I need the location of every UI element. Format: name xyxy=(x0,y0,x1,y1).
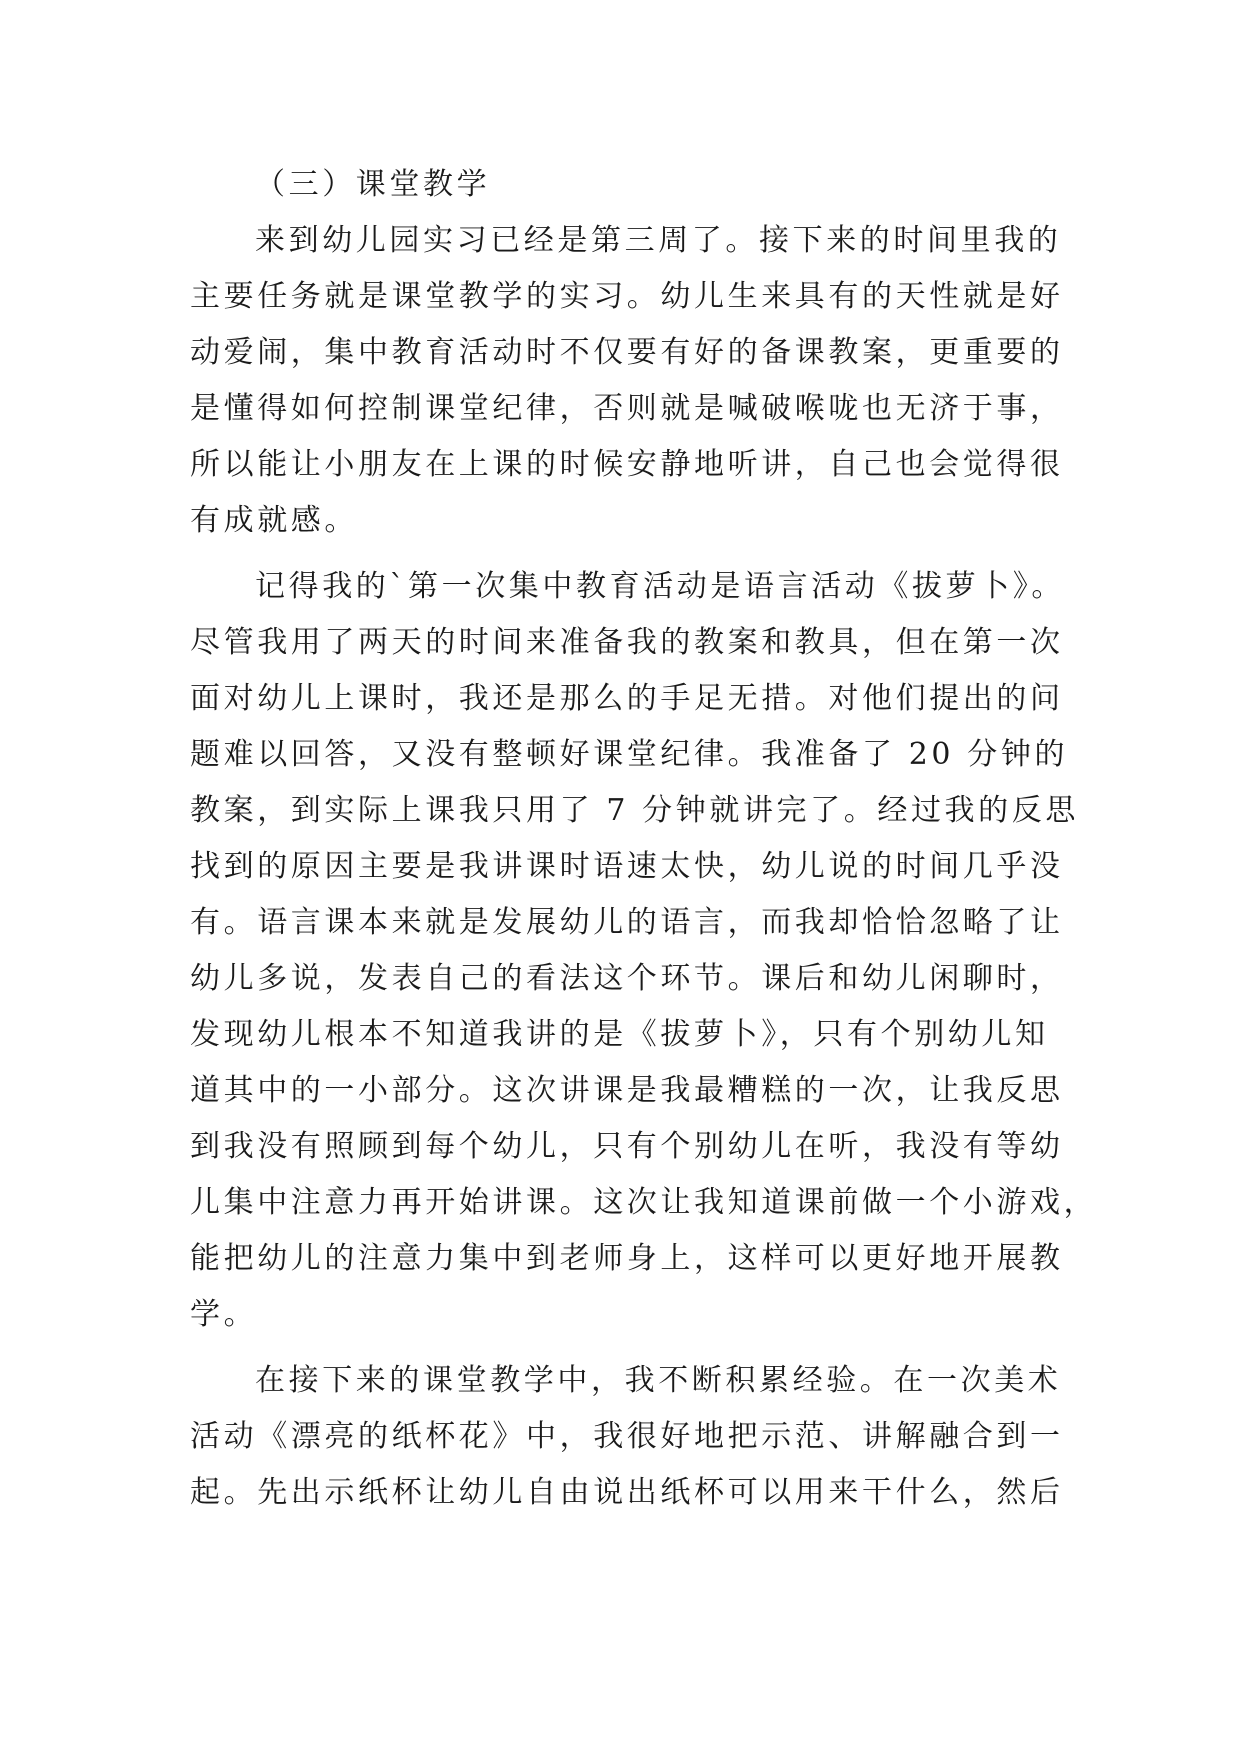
paragraph-line: 主要任务就是课堂教学的实习。幼儿生来具有的天性就是好 xyxy=(190,279,1064,314)
paragraph-line: 活动《漂亮的纸杯花》中，我很好地把示范、讲解融合到一 xyxy=(190,1419,1064,1454)
section-heading: （三）课堂教学 xyxy=(255,167,491,202)
paragraph-line: 找到的原因主要是我讲课时语速太快，幼儿说的时间几乎没 xyxy=(190,849,1064,884)
paragraph-line: 动爱闹，集中教育活动时不仅要有好的备课教案，更重要的 xyxy=(190,335,1064,370)
paragraph-line: 面对幼儿上课时，我还是那么的手足无措。对他们提出的问 xyxy=(190,681,1064,716)
paragraph-line: 尽管我用了两天的时间来准备我的教案和教具，但在第一次 xyxy=(190,625,1064,660)
paragraph-line: 儿集中注意力再开始讲课。这次让我知道课前做一个小游戏， xyxy=(190,1185,1098,1220)
paragraph-line: 是懂得如何控制课堂纪律，否则就是喊破喉咙也无济于事， xyxy=(190,391,1064,426)
paragraph-line: 在接下来的课堂教学中，我不断积累经验。在一次美术 xyxy=(255,1363,1062,1398)
paragraph-line: 道其中的一小部分。这次讲课是我最糟糕的一次，让我反思 xyxy=(190,1073,1064,1108)
paragraph-line: 发现幼儿根本不知道我讲的是《拔萝卜》，只有个别幼儿知 xyxy=(190,1017,1049,1052)
paragraph-line: 能把幼儿的注意力集中到老师身上，这样可以更好地开展教 xyxy=(190,1241,1064,1276)
paragraph-line: 题难以回答，又没有整顿好课堂纪律。我准备了 20 分钟的 xyxy=(190,737,1069,772)
paragraph-line: 到我没有照顾到每个幼儿，只有个别幼儿在听，我没有等幼 xyxy=(190,1129,1064,1164)
paragraph-line: 起。先出示纸杯让幼儿自由说出纸杯可以用来干什么，然后 xyxy=(190,1475,1064,1510)
paragraph-line: 教案，到实际上课我只用了 7 分钟就讲完了。经过我的反思 xyxy=(190,793,1079,828)
paragraph-line: 幼儿多说，发表自己的看法这个环节。课后和幼儿闲聊时， xyxy=(190,961,1064,996)
paragraph-line: 有。语言课本来就是发展幼儿的语言，而我却恰恰忽略了让 xyxy=(190,905,1064,940)
paragraph-line: 所以能让小朋友在上课的时候安静地听讲，自己也会觉得很 xyxy=(190,447,1064,482)
paragraph-line: 来到幼儿园实习已经是第三周了。接下来的时间里我的 xyxy=(255,223,1062,258)
paragraph-line: 记得我的`第一次集中教育活动是语言活动《拔萝卜》。 xyxy=(255,569,1065,604)
paragraph-line: 学。 xyxy=(190,1297,258,1332)
paragraph-line: 有成就感。 xyxy=(190,503,358,538)
